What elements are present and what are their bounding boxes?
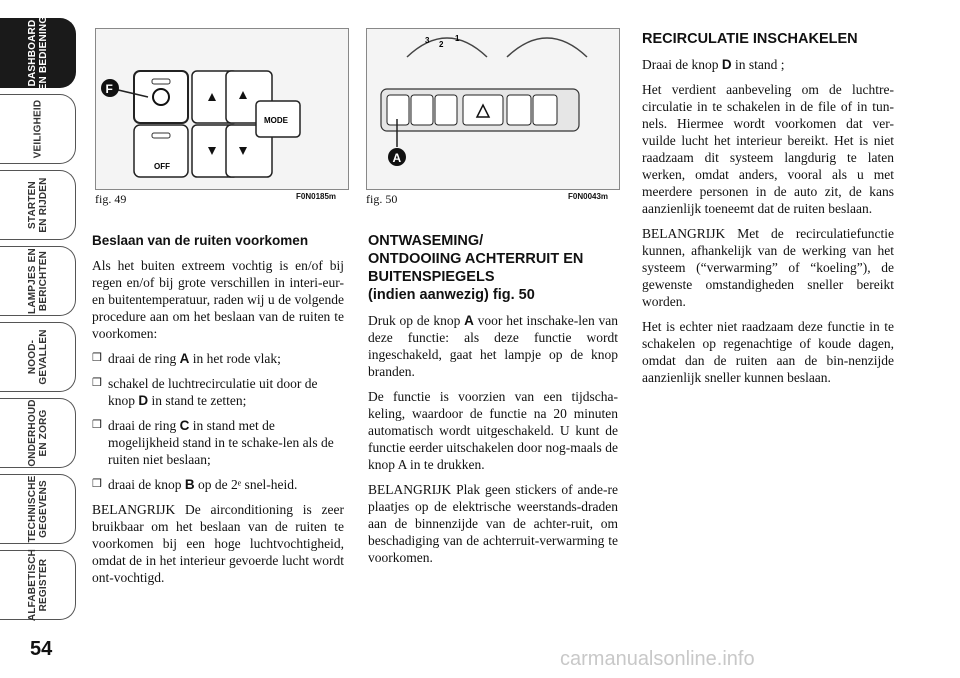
tab-label: ONDERHOUD EN ZORG: [26, 399, 49, 467]
gauge-3: 3: [425, 36, 430, 45]
tab-label: NOOD- GEVALLEN: [26, 329, 49, 385]
tab-label: VEILIGHEID: [32, 99, 43, 159]
note-paragraph: BELANGRIJK De airconditioning is zeer bruikbaar om het beslaan van de ruiten te voorkomen bij een hoge luchtvochtigheid, omdat de in het interieur gevoerde lucht wordt ont-vochtigd.: [92, 502, 344, 585]
section-heading: Beslaan van de ruiten voorkomen: [92, 233, 309, 248]
tab-dashboard[interactable]: [0, 15, 76, 91]
off-label: OFF: [154, 162, 170, 171]
list-item: ❒ draai de ring C in stand met de mogelijkheid stand in te schake-len als de ruiten niet beslaan;: [92, 418, 334, 467]
tab-label: TECHNISCHE GEGEVENS: [26, 475, 49, 543]
page-number: 54: [30, 638, 53, 660]
paragraph: De functie is voorzien van een tijdscha-keling, waardoor de functie na 20 minuten automatisch wordt uitgeschakeld. U kunt de functie eerder uitschakelen door nog-maals de knop A in te drukken.: [368, 389, 618, 472]
column-2: [368, 232, 618, 574]
column-1: [92, 232, 344, 594]
paragraph: Draai de knop D in stand ;: [642, 57, 785, 72]
paragraph: Het is echter niet raadzaam deze functie in te schakelen op regenachtige of koude dagen, omdat dan de ruiten aan de bin-nenzijde aanzienlijk sneller kunnen beslaan.: [642, 319, 894, 385]
callout-a: A: [392, 151, 402, 165]
section-heading: RECIRCULATIE INSCHAKELEN: [642, 31, 858, 47]
tab-label: LAMPJES EN BERICHTEN: [26, 248, 49, 314]
list-item: ❒ schakel de luchtrecirculatie uit door de knop D in stand te zetten;: [92, 376, 318, 408]
tab-label: STARTEN EN RIJDEN: [26, 177, 49, 233]
tab-lampjes[interactable]: [0, 246, 76, 316]
note-paragraph: BELANGRIJK Met de recirculatiefunctie kunnen, afhankelijk van de werking van het systeem (“verwarming” of “koeling”), de gewenste omstandigheden sneller bereikt worden.: [642, 226, 894, 309]
tab-technische[interactable]: [0, 474, 76, 544]
tab-noodgevallen[interactable]: [0, 322, 76, 392]
figure-49: [95, 28, 349, 190]
watermark: carmanualsonline.info: [560, 648, 755, 670]
paragraph: Het verdient aanbeveling om de luchtre-circulatie in te schakelen in de file of in tun-nels. Hiermee wordt voorkomen dat ver-vuilde lucht het interieur bereikt. Het is niet raadzaam dit systeem langdurig te laten werken, omdat anders, vooral als u met meerdere personen in de auto zit, de kans aanzienlijk toeneemt dat de ruiten beslaan.: [642, 82, 894, 216]
note-paragraph: BELANGRIJK Plak geen stickers of ande-re plaatjes op de elektrische weerstands-draden aan de binnenzijde van de achter-ruit, om beschadiging van de achterruit-verwarming te voorkomen.: [368, 482, 618, 565]
fig49-caption: fig. 49: [95, 192, 127, 206]
section-heading: ONTWASEMING/ ONTDOOIING ACHTERRUIT EN BUITENSPIEGELS (indien aanwezig) fig. 50: [368, 233, 584, 303]
paragraph: Als het buiten extreem vochtig is en/of bij regen en/of bij grote verschillen in interi-eur- en buitentemperatuur, raden wij u de volgende procedure aan om het beslaan van de ruiten te voorkomen:: [92, 258, 344, 341]
paragraph: Druk op de knop A voor het inschake-len van deze functie: als deze functie wordt ingeschakeld, gaat het lampje op de knop branden.: [368, 313, 618, 379]
tab-label: ALFABETISCH REGISTER: [26, 548, 49, 622]
gauge-2: 2: [439, 40, 444, 49]
list-item: ❒ draai de knop B op de 2ᵉ snel-heid.: [92, 477, 298, 492]
figure-50: [366, 28, 620, 190]
tab-starten[interactable]: [0, 170, 76, 240]
fig50-code: F0N0043m: [568, 192, 609, 201]
gauge-1: 1: [455, 34, 460, 43]
fig49-code: F0N0185m: [296, 192, 337, 201]
tab-label: DASHBOARD EN BEDIENING: [26, 15, 49, 91]
callout-f: F: [105, 82, 113, 96]
tab-register[interactable]: [0, 550, 76, 620]
list-item: ❒ draai de ring A in het rode vlak;: [92, 351, 281, 366]
fig50-caption: fig. 50: [366, 192, 398, 206]
tab-veiligheid[interactable]: [0, 94, 76, 164]
mode-label: MODE: [264, 116, 288, 125]
tab-onderhoud[interactable]: [0, 398, 76, 468]
column-3: [642, 30, 894, 394]
